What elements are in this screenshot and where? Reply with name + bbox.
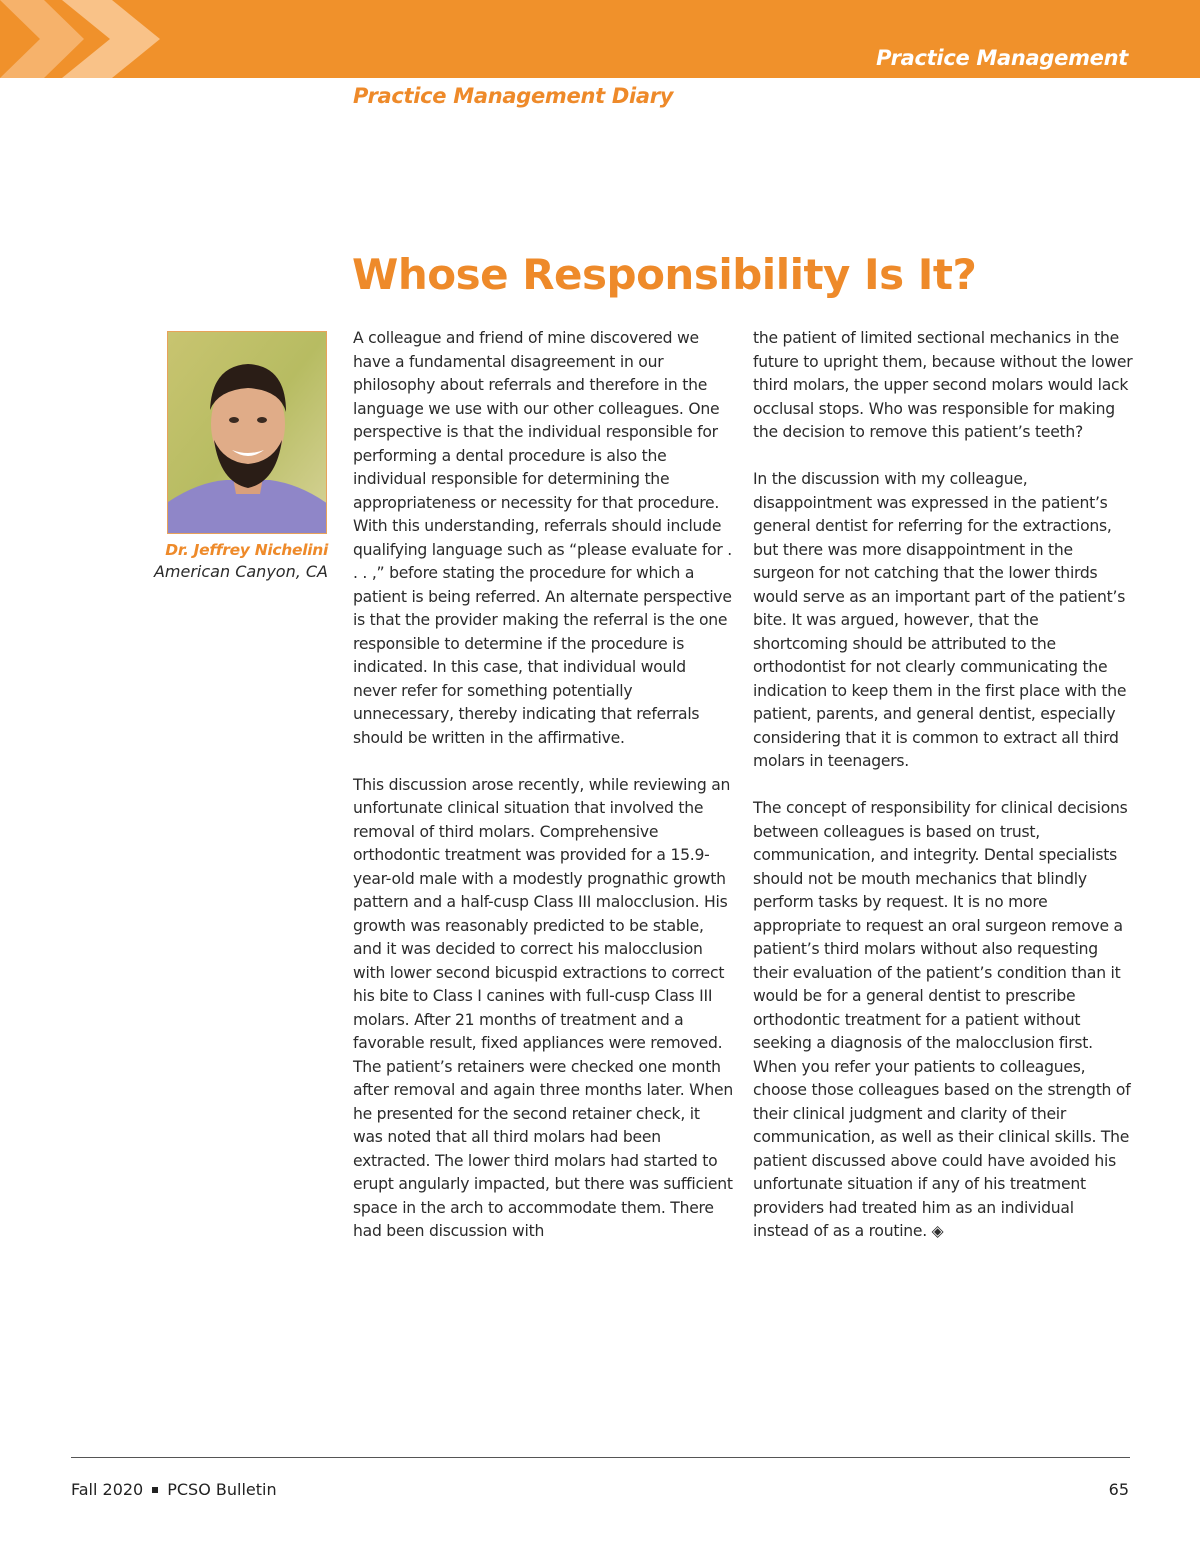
double-chevron-right-icon — [0, 0, 180, 78]
paragraph: A colleague and friend of mine discovered we have a fundamental disagreement in our philosophy about referrals and therefore in the language we use with our other colleagues. One perspective is that the individual responsible for performing a dental procedure is also the individual responsible for determining the appropriateness or necessity for that procedure. With this understanding, referrals should include qualifying language such as “please evaluate for . . . ,” before stating the procedure for which a patient is being referred. An alternate perspective is that the provider making the referral is the one responsible to determine if the procedure is indicated. In this case, that individual would never refer for something potentially unnecessary, thereby indicating that referrals should be written in the affirmative. — [353, 329, 732, 747]
paragraph: The concept of responsibility for clinical decisions between colleagues is based on trust, communication, and integrity. Dental specialists should not be mouth mechanics that blindly perform tasks by request. It is no more appropriate to request an oral surgeon remove a patient’s third molars without also requesting their evaluation of the patient’s condition than it would be for a general dentist to prescribe orthodontic treatment for a patient without seeking a diagnosis of the malocclusion first. When you refer your patients to colleagues, choose those colleagues based on the strength of their clinical judgment and clarity of their communication, as well as their clinical skills. The patient discussed above could have avoided his unfortunate situation if any of his treatment providers had treated him as an individual instead of as a routine. ◈ — [753, 799, 1131, 1240]
footer-divider — [71, 1457, 1130, 1458]
author-location: American Canyon, CA — [153, 562, 328, 581]
article-title: Whose Responsibility Is It? — [352, 250, 977, 299]
header-band — [0, 0, 1200, 78]
article-column-right — [753, 327, 1133, 1267]
paragraph: This discussion arose recently, while reviewing an unfortunate clinical situation that involved the removal of third molars. Comprehensive orthodontic treatment was provided for a 15.9-year-old male with a modestly prognathic growth pattern and a half-cusp Class III malocclusion. His growth was reasonably predicted to be stable, and it was decided to correct his malocclusion with lower second bicuspid extractions to correct his bite to Class I canines with full-cusp Class III molars. After 21 months of treatment and a favorable result, fixed appliances were removed. The patient’s retainers were checked one month after removal and again three months later. When he presented for the second retainer check, it was noted that all third molars had been extracted. The lower third molars had started to erupt angularly impacted, but there was sufficient space in the arch to accommodate them. There had been discussion with — [353, 775, 733, 1240]
paragraph: In the discussion with my colleague, disappointment was expressed in the patient’s general dentist for referring for the extractions, but there was more disappointment in the surgeon for not catching that the lower thirds would serve as an important part of the patient’s bite. It was argued, however, that the shortcoming should be attributed to the orthodontist for not clearly communicating the indication to keep them in the first place with the patient, parents, and general dentist, especially considering that it is common to extract all third molars in teenagers. — [753, 470, 1127, 770]
footer-issue-info — [71, 1480, 277, 1499]
section-label: Practice Management — [876, 46, 1128, 70]
author-photo — [167, 331, 327, 534]
page-number: 65 — [1108, 1480, 1129, 1499]
square-bullet-icon — [152, 1487, 158, 1493]
paragraph: the patient of limited sectional mechanics in the future to upright them, because without the lower third molars, the upper second molars would lack occlusal stops. Who was responsible for making the decision to remove this patient’s teeth? — [753, 329, 1133, 441]
footer-issue: Fall 2020 — [71, 1480, 144, 1499]
author-name: Dr. Jeffrey Nichelini — [165, 541, 328, 559]
footer-publication: PCSO Bulletin — [167, 1480, 277, 1499]
column-kicker: Practice Management Diary — [353, 84, 674, 108]
article-column-left — [353, 327, 733, 1267]
